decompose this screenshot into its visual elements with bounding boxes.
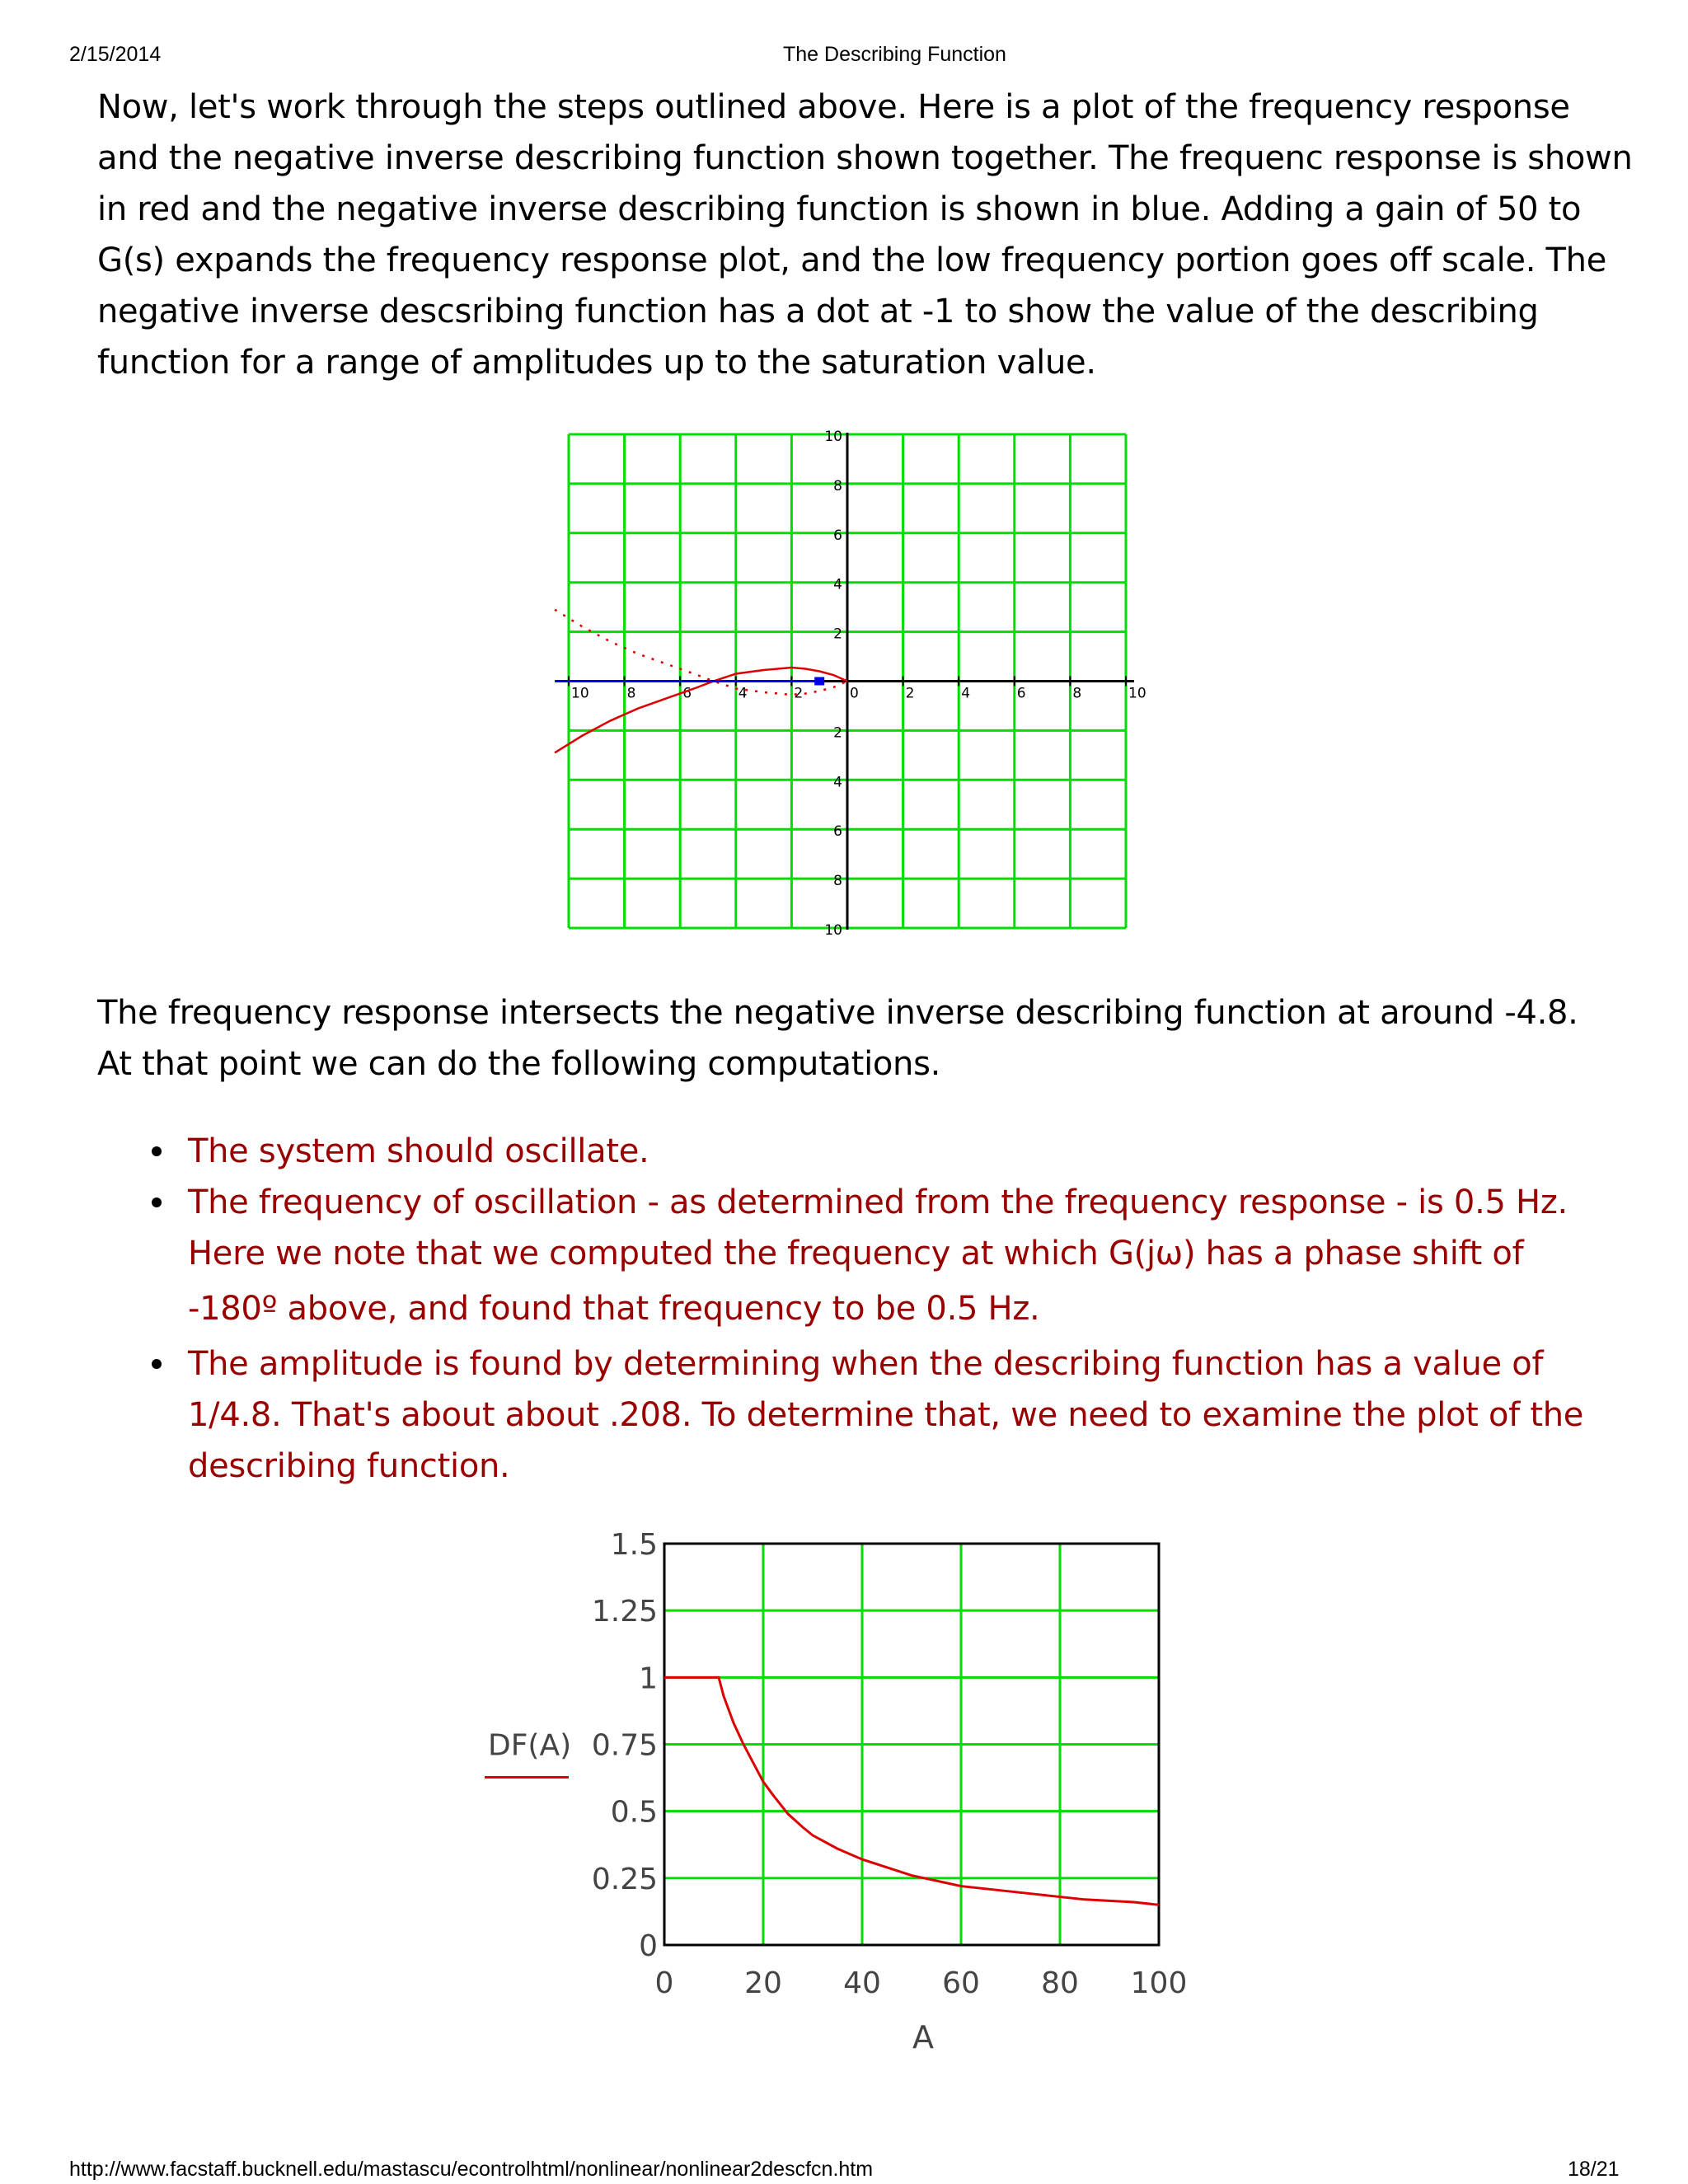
y-tick-label: 8 (833, 477, 842, 494)
list-line: -180º above, and found that frequency to be 0.5 Hz. (188, 1290, 1040, 1328)
middle-line: At that point we can do the following computations. (97, 1045, 941, 1083)
middle-line: The frequency response intersects the negative inverse describing function at around -4.8. (97, 994, 1578, 1032)
x-tick-label: 80 (1041, 1966, 1079, 2000)
list-line: 1/4.8. That's about about .208. To determine that, we need to examine the plot of the (188, 1396, 1584, 1434)
bullet-dot (152, 1146, 162, 1156)
y-tick-label: 0.25 (591, 1862, 658, 1896)
x-tick-label: 20 (744, 1966, 782, 2000)
y-tick-label: 4 (833, 774, 842, 791)
list-line: The amplitude is found by determining when the describing function has a value of (188, 1345, 1544, 1383)
bullet-dot (152, 1197, 162, 1207)
x-tick-label: 8 (1072, 685, 1082, 702)
header-title: The Describing Function (783, 43, 1006, 66)
intro-line: and the negative inverse describing function shown together. The frequenc response is shown (97, 139, 1633, 177)
y-tick-label: 10 (824, 429, 842, 445)
x-tick-label: 60 (942, 1966, 980, 2000)
intro-line: Now, let's work through the steps outlined above. Here is a plot of the frequency response (97, 88, 1570, 126)
y-tick-label: 2 (833, 626, 842, 643)
describing-function-plot (0, 1516, 1688, 2077)
x-tick-label: 2 (794, 685, 804, 702)
x-tick-label: 10 (571, 685, 589, 702)
y-axis-label: DF(A) (488, 1728, 572, 1763)
list-item (145, 1338, 1629, 1492)
y-tick-label: 6 (833, 527, 842, 544)
intro-line: negative inverse descsribing function has a dot at -1 to show the value of the describing (97, 293, 1539, 330)
list-item (145, 1126, 1629, 1177)
y-tick-label: 6 (833, 823, 842, 841)
list-item (145, 1177, 1629, 1338)
x-tick-label: 40 (843, 1966, 881, 2000)
x-tick-label: 4 (738, 685, 748, 702)
middle-paragraph (97, 987, 1614, 1090)
x-tick-label: 8 (626, 685, 636, 702)
y-tick-label: 1.5 (610, 1528, 658, 1562)
y-tick-label: 8 (833, 873, 842, 890)
y-tick-label: 10 (824, 922, 842, 939)
list-line: The frequency of oscillation - as determined from the frequency response - is 0.5 Hz. (188, 1183, 1568, 1221)
y-tick-label: 0.5 (610, 1795, 658, 1830)
x-tick-label: 10 (1128, 685, 1146, 702)
nyquist-plot (0, 0, 1688, 956)
x-tick-label: 100 (1130, 1966, 1188, 2000)
y-tick-label: 1 (639, 1661, 658, 1696)
y-tick-label: 2 (833, 724, 842, 742)
footer-page-number: 18/21 (1568, 2158, 1620, 2181)
intro-line: function for a range of amplitudes up to the saturation value. (97, 344, 1096, 382)
header-date: 2/15/2014 (69, 43, 162, 66)
x-tick-label: 6 (682, 685, 692, 702)
bullet-dot (152, 1359, 162, 1369)
x-tick-label: 6 (1016, 685, 1026, 702)
computation-list (145, 1126, 1629, 1492)
x-tick-label: 2 (905, 685, 915, 702)
list-line: Here we note that we computed the frequency at which G(jω) has a phase shift of (188, 1235, 1524, 1272)
y-tick-label: 0 (639, 1929, 658, 1963)
y-tick-label: 4 (833, 576, 842, 593)
x-axis-label: A (912, 2019, 934, 2055)
list-line: describing function. (188, 1447, 510, 1485)
list-line: The system should oscillate. (188, 1132, 649, 1170)
x-tick-label: 0 (850, 685, 859, 702)
x-tick-label: 4 (961, 685, 971, 702)
intro-line: in red and the negative inverse describing function is shown in blue. Adding a gain of 50 to (97, 190, 1582, 228)
x-tick-label: 0 (654, 1966, 674, 2000)
df-curve-line (664, 1677, 1159, 1905)
y-tick-label: 0.75 (591, 1728, 658, 1763)
df-point-marker (814, 677, 824, 686)
footer-url: http://www.facstaff.bucknell.edu/mastascu/econtrolhtml/nonlinear/nonlinear2descfcn.htm (69, 2158, 874, 2181)
y-tick-label: 1.25 (591, 1595, 658, 1629)
intro-line: G(s) expands the frequency response plot, and the low frequency portion goes off scale. The (97, 241, 1607, 279)
